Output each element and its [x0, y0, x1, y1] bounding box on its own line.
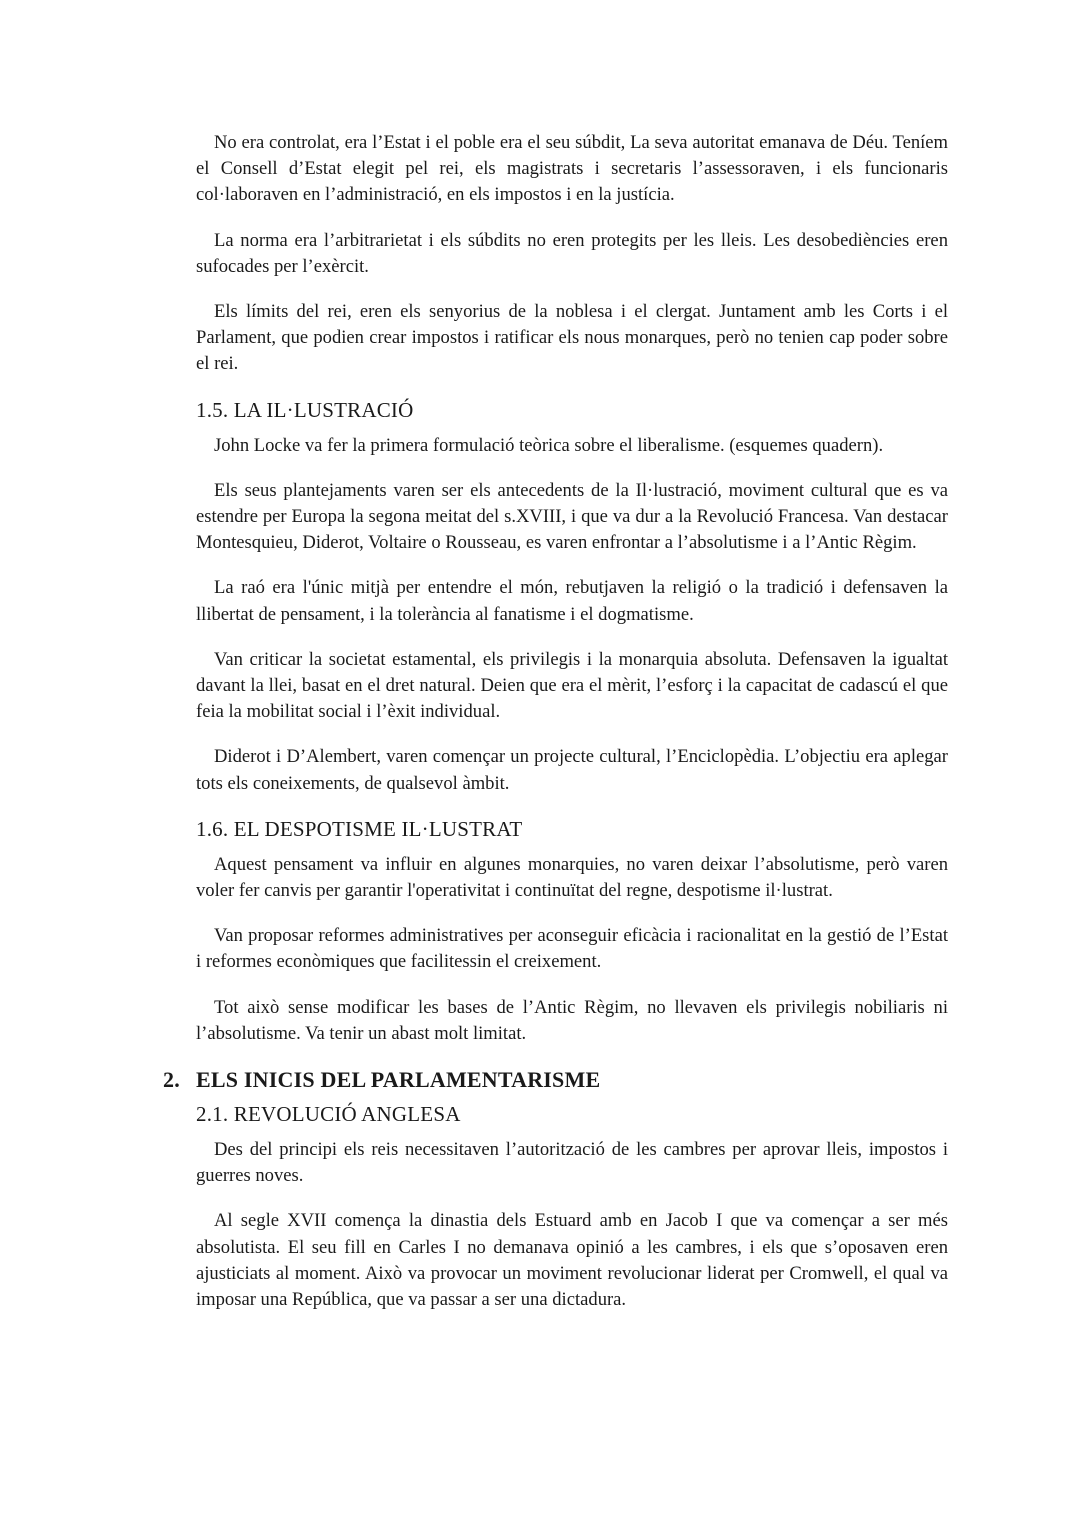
paragraph: Van criticar la societat estamental, els privilegis i la monarquia absoluta. Defensaven la igualtat davant la llei, basat en el dret natural. Deien que era el mèrit, l’esforç i la capacitat de cadascú el que feia la mobilitat social i l’èxit individual.	[196, 648, 948, 723]
chapter-title: ELS INICIS DEL PARLAMENTARISME	[196, 1067, 601, 1093]
paragraph: Els límits del rei, eren els senyorius de la noblesa i el clergat. Juntament amb les Corts i el Parlament, que podien crear impostos i ratificar els nous monarques, però no tenien cap poder sobre el rei.	[196, 301, 948, 375]
paragraph: La raó era l'únic mitjà per entendre el món, rebutjaven la religió o la tradició i defensaven la llibertat de pensament, i la tolerància al fanatisme i el dogmatisme.	[196, 577, 948, 625]
chapter-number: 2.	[163, 1067, 180, 1093]
paragraph: Des del principi els reis necessitaven l’autorització de les cambres per aprovar lleis, impostos i guerres noves.	[196, 1139, 948, 1187]
paragraph: Diderot i D’Alembert, varen començar un projecte cultural, l’Enciclopèdia. L’objectiu era aplegar tots els coneixements, de qualsevol àmbit.	[196, 746, 948, 794]
section-heading-1-5: 1.5. LA IL·LUSTRACIÓ	[196, 397, 414, 422]
section-heading-2-1: 2.1. REVOLUCIÓ ANGLESA	[196, 1102, 461, 1127]
paragraph: Van proposar reformes administratives per aconseguir eficàcia i racionalitat en la gestió de l’Estat i reformes econòmiques que facilitessin el creixement.	[196, 925, 948, 973]
section-heading-1-6: 1.6. EL DESPOTISME IL·LUSTRAT	[196, 816, 523, 841]
paragraph: La norma era l’arbitrarietat i els súbdits no eren protegits per les lleis. Les desobediències eren sufocades per l’exèrcit.	[196, 229, 948, 277]
paragraph: Els seus plantejaments varen ser els antecedents de la Il·lustració, moviment cultural que es va estendre per Europa la segona meitat del s.XVIII, i que va dur a la Revolució Francesa. Van destacar Montesquieu, Diderot, Voltaire o Rousseau, es varen enfrontar a l’absolutisme i a l’Antic Règim.	[196, 479, 948, 554]
paragraph: Aquest pensament va influir en algunes monarquies, no varen deixar l’absolutisme, però varen voler fer canvis per garantir l'operativitat i continuïtat del regne, despotisme il·lustrat.	[196, 853, 948, 902]
paragraph: No era controlat, era l’Estat i el poble era el seu súbdit, La seva autoritat emanava de Déu. Teníem el Consell d’Estat elegit pel rei, els magistrats i secretaris l’assessoraven, i els funcionaris col·laboraven en l’administració, en els impostos i en la justícia.	[196, 132, 948, 206]
chapter-heading-2	[163, 1066, 948, 1094]
document-body	[163, 130, 948, 1332]
paragraph: Tot això sense modificar les bases de l’Antic Règim, no llevaven els privilegis nobiliaris ni l’absolutisme. Va tenir un abast molt limitat.	[196, 996, 948, 1044]
paragraph: John Locke va fer la primera formulació teòrica sobre el liberalisme. (esquemes quadern).	[214, 434, 884, 456]
paragraph: Al segle XVII comença la dinastia dels Estuard amb en Jacob I que va començar a ser més absolutista. El seu fill en Carles I no demanava opinió a les cambres, i els que s’oposaven eren ajusticiats al moment. Això va provocar un moviment revolucionar liderat per Cromwell, el qual va imposar una República, que va passar a ser una dictadura.	[196, 1210, 948, 1311]
